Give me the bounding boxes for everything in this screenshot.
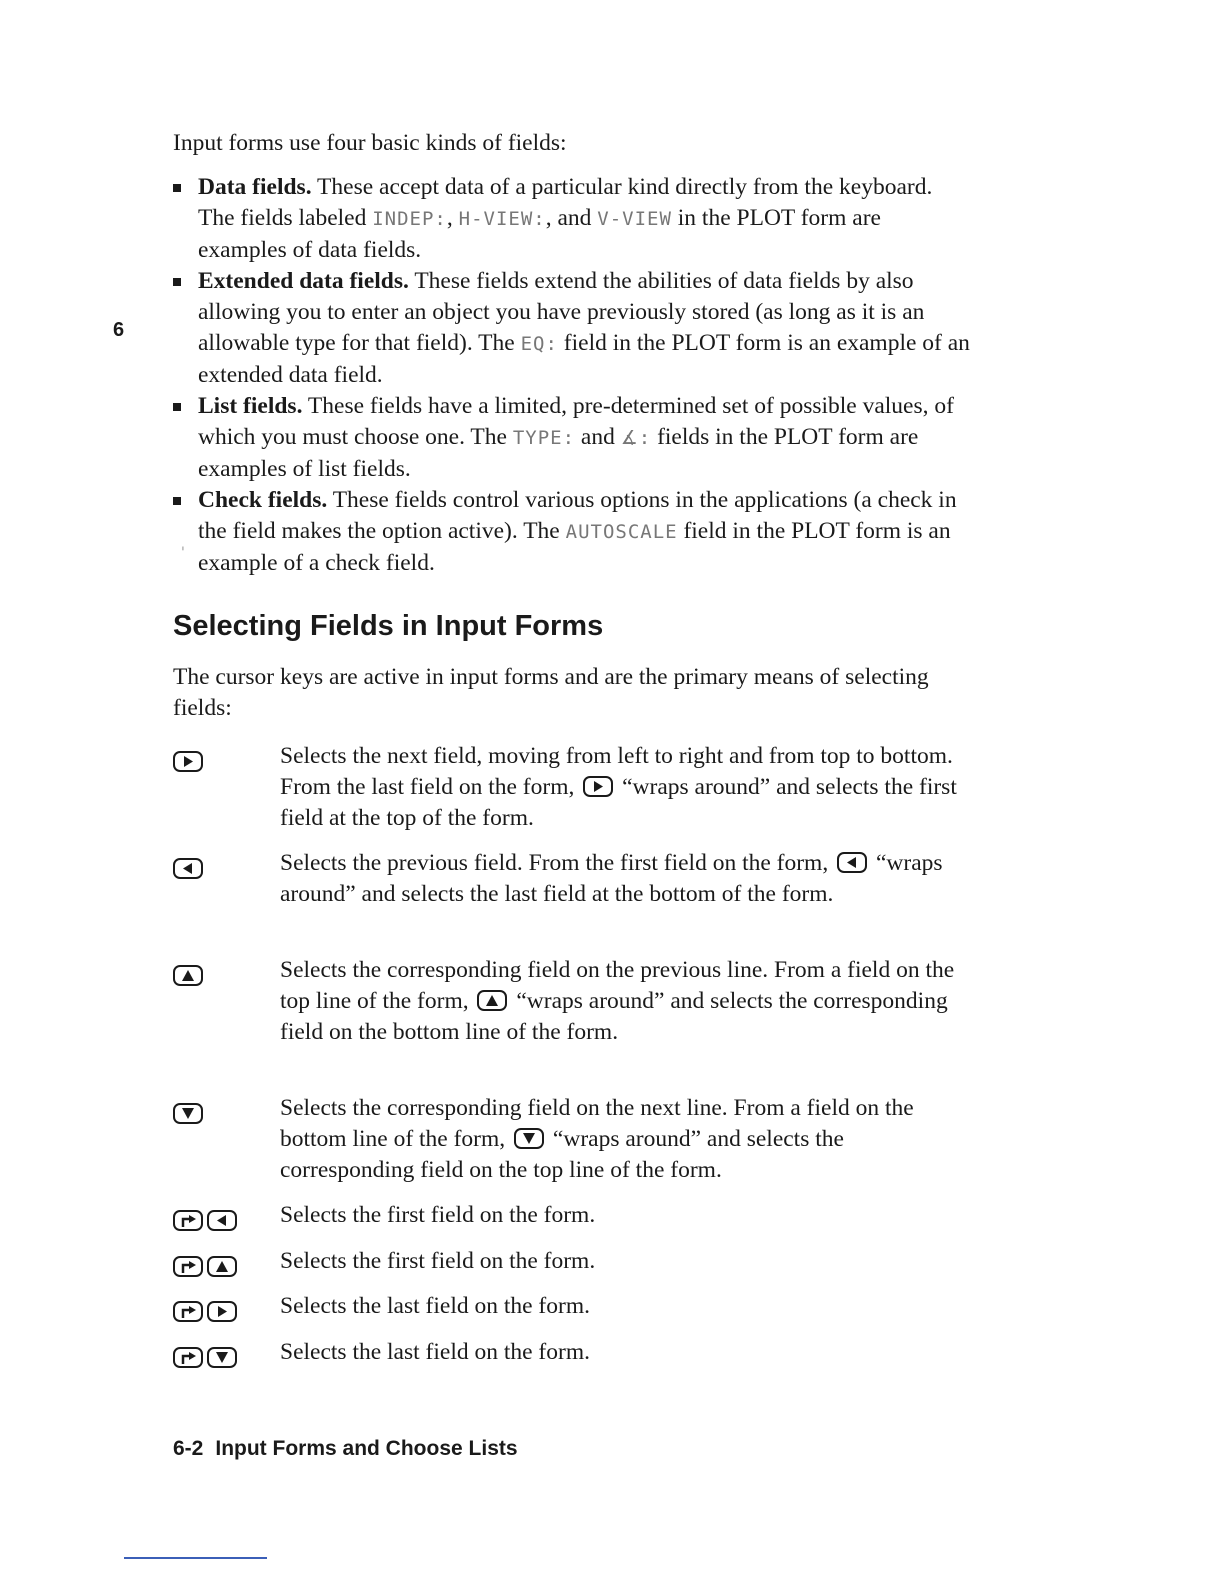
bullet-text: These fields extend the abilities of data fields by also allowing you to enter an object you have previously stored (as long as it is an allowable type for that field). The [198,268,925,356]
bullet-text: These accept data of a particular kind directly from the keyboard. The fields labeled [198,174,933,231]
bullet-icon [173,497,181,505]
key-description [280,955,980,1048]
bullet-term: Extended data fields. [198,268,409,294]
right-shift-key-icon [173,1347,203,1368]
key-cap-group [173,852,207,883]
bullet-text: field in the PLOT form is an example of an extended data field. [198,330,970,388]
chapter-tab-marker: 6 [113,319,125,341]
key-description: Selects the last field on the form. [280,1293,590,1319]
right-shift-key-icon [173,1256,203,1277]
key-cap-group [173,1295,241,1326]
key-cap-group [173,959,207,990]
key-text: “wraps around” and selects the corresponding field on the top line of the form. [280,1126,844,1183]
section-heading: Selecting Fields in Input Forms [173,610,604,642]
bullet-text: These fields have a limited, pre-determined set of possible values, of which you must choose one. The [198,393,954,450]
bullet-text: field in the PLOT form is an example of a check field. [198,518,951,576]
up-arrow-key-icon [207,1256,237,1277]
lcd-label: V-VIEW [597,208,672,230]
key-cap-group [173,745,207,776]
key-text: “wraps around” and selects the first field at the top of the form. [280,774,957,831]
intro-text: Input forms use four basic kinds of fields: [173,130,567,156]
down-arrow-key-icon [207,1347,237,1368]
key-description: Selects the first field on the form. [280,1202,596,1228]
left-arrow-key-icon [173,858,203,879]
down-arrow-key-icon [173,1103,203,1124]
key-cap-group [173,1250,241,1281]
list-item-check-fields [173,485,973,579]
key-text: Selects the corresponding field on the previous line. From a field on the top line of the form, [280,957,955,1014]
lcd-label: ∡: [620,427,652,449]
section-intro-text: The cursor keys are active in input forms and are the primary means of selecting fields: [173,664,929,721]
bullet-text: , and [545,205,598,231]
right-arrow-key-icon [583,776,613,797]
list-item-list-fields [173,391,973,485]
bullet-text: , [446,205,459,231]
key-description [280,1093,980,1186]
bullet-text: fields in the PLOT form are examples of list fields. [198,424,919,482]
field-kinds-list [173,172,973,579]
bullet-text: and [575,424,621,450]
lcd-label: EQ: [520,333,558,355]
key-description: Selects the last field on the form. [280,1339,590,1365]
right-arrow-key-icon [173,751,203,772]
right-shift-key-icon [173,1210,203,1231]
lcd-label: INDEP: [372,208,447,230]
key-text: Selects the previous field. From the first field on the form, [280,850,835,876]
key-text: “wraps around” and selects the last field at the bottom of the form. [280,850,943,907]
key-text: Selects the next field, moving from left to right and from top to bottom. From the last field on the form, [280,743,953,800]
bullet-text: in the PLOT form are examples of data fields. [198,205,881,263]
bullet-term: List fields. [198,393,303,419]
chapter-title: Input Forms and Choose Lists [215,1437,518,1460]
bullet-icon [173,403,181,411]
right-shift-key-icon [173,1301,203,1322]
lcd-label: H-VIEW: [458,208,546,230]
down-arrow-key-icon [514,1128,544,1149]
list-item-data-fields [173,172,973,266]
key-text: “wraps around” and selects the corresponding field on the bottom line of the form. [280,988,948,1045]
key-text: Selects the corresponding field on the next line. From a field on the bottom line of the form, [280,1095,914,1152]
right-arrow-key-icon [207,1301,237,1322]
key-cap-group [173,1097,207,1128]
margin-tick-mark: ' [181,545,185,561]
key-description: Selects the first field on the form. [280,1248,596,1274]
list-item-extended-data-fields [173,266,973,391]
key-cap-group [173,1204,241,1235]
lcd-label: AUTOSCALE [565,521,678,543]
left-arrow-key-icon [837,852,867,873]
bullet-term: Check fields. [198,487,328,513]
bullet-term: Data fields. [198,174,312,200]
scan-edge-line [124,1557,267,1559]
bullet-icon [173,184,181,192]
key-cap-group [173,1341,241,1372]
lcd-label: TYPE: [512,427,576,449]
key-description [280,848,980,910]
bullet-icon [173,278,181,286]
page-number: 6-2 [173,1437,204,1460]
left-arrow-key-icon [207,1210,237,1231]
bullet-text: These fields control various options in the applications (a check in the field makes the option active). The [198,487,957,544]
key-description [280,741,980,834]
page-footer [173,1437,518,1461]
up-arrow-key-icon [477,990,507,1011]
up-arrow-key-icon [173,965,203,986]
